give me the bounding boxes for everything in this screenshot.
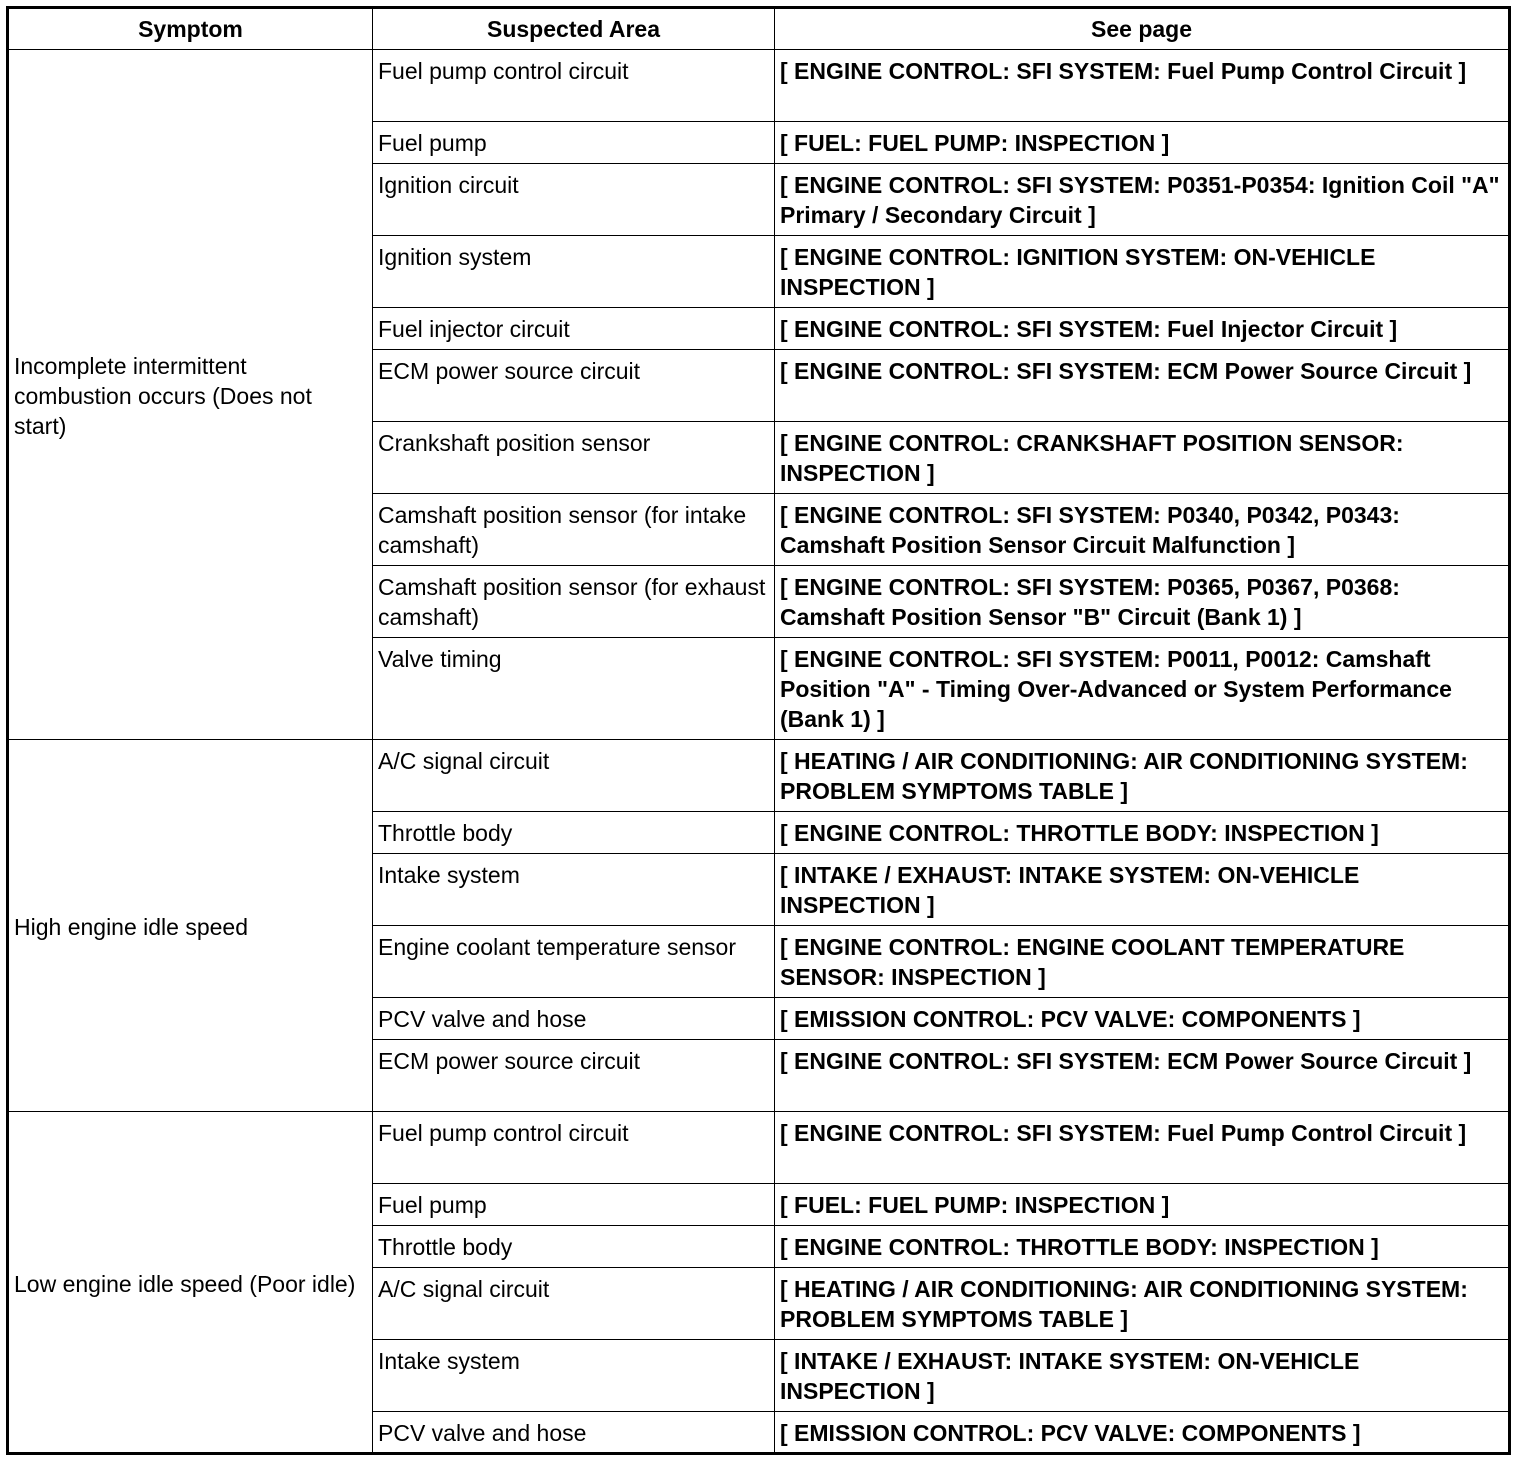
suspected-area-cell: Throttle body bbox=[373, 1226, 775, 1268]
suspected-area-cell: A/C signal circuit bbox=[373, 740, 775, 812]
suspected-area-cell: PCV valve and hose bbox=[373, 1412, 775, 1454]
suspected-area-cell: Fuel injector circuit bbox=[373, 308, 775, 350]
symptom-cell: High engine idle speed bbox=[8, 740, 373, 1112]
suspected-area-cell: A/C signal circuit bbox=[373, 1268, 775, 1340]
see-page-reference: [ ENGINE CONTROL: IGNITION SYSTEM: ON-VEHICLE INSPECTION ] bbox=[775, 236, 1510, 308]
suspected-area-cell: Ignition system bbox=[373, 236, 775, 308]
suspected-area-cell: Ignition circuit bbox=[373, 164, 775, 236]
suspected-area-cell: ECM power source circuit bbox=[373, 1040, 775, 1112]
table-row bbox=[8, 1112, 1510, 1184]
see-page-reference: [ ENGINE CONTROL: SFI SYSTEM: Fuel Pump Control Circuit ] bbox=[775, 1112, 1510, 1184]
suspected-area-cell: Throttle body bbox=[373, 812, 775, 854]
see-page-reference: [ INTAKE / EXHAUST: INTAKE SYSTEM: ON-VEHICLE INSPECTION ] bbox=[775, 1340, 1510, 1412]
see-page-reference: [ ENGINE CONTROL: SFI SYSTEM: Fuel Injector Circuit ] bbox=[775, 308, 1510, 350]
see-page-reference: [ ENGINE CONTROL: SFI SYSTEM: P0365, P0367, P0368: Camshaft Position Sensor "B" Circuit (Bank 1) ] bbox=[775, 566, 1510, 638]
header-symptom: Symptom bbox=[8, 8, 373, 50]
see-page-reference: [ ENGINE CONTROL: SFI SYSTEM: P0011, P0012: Camshaft Position "A" - Timing Over-Advanced or System Performance (Bank 1) ] bbox=[775, 638, 1510, 740]
see-page-reference: [ FUEL: FUEL PUMP: INSPECTION ] bbox=[775, 1184, 1510, 1226]
see-page-reference: [ ENGINE CONTROL: SFI SYSTEM: P0351-P0354: Ignition Coil "A" Primary / Secondary Circuit ] bbox=[775, 164, 1510, 236]
suspected-area-cell: Fuel pump bbox=[373, 122, 775, 164]
see-page-reference: [ ENGINE CONTROL: THROTTLE BODY: INSPECTION ] bbox=[775, 1226, 1510, 1268]
see-page-reference: [ ENGINE CONTROL: THROTTLE BODY: INSPECTION ] bbox=[775, 812, 1510, 854]
suspected-area-cell: Intake system bbox=[373, 1340, 775, 1412]
suspected-area-cell: Fuel pump control circuit bbox=[373, 50, 775, 122]
see-page-reference: [ FUEL: FUEL PUMP: INSPECTION ] bbox=[775, 122, 1510, 164]
problem-symptoms-table bbox=[6, 6, 1511, 1455]
see-page-reference: [ EMISSION CONTROL: PCV VALVE: COMPONENTS ] bbox=[775, 998, 1510, 1040]
see-page-reference: [ ENGINE CONTROL: ENGINE COOLANT TEMPERATURE SENSOR: INSPECTION ] bbox=[775, 926, 1510, 998]
table-row bbox=[8, 50, 1510, 122]
header-row bbox=[8, 8, 1510, 50]
see-page-reference: [ INTAKE / EXHAUST: INTAKE SYSTEM: ON-VEHICLE INSPECTION ] bbox=[775, 854, 1510, 926]
suspected-area-cell: Fuel pump control circuit bbox=[373, 1112, 775, 1184]
suspected-area-cell: Camshaft position sensor (for intake camshaft) bbox=[373, 494, 775, 566]
symptom-cell: Incomplete intermittent combustion occurs (Does not start) bbox=[8, 50, 373, 740]
suspected-area-cell: Intake system bbox=[373, 854, 775, 926]
see-page-reference: [ ENGINE CONTROL: CRANKSHAFT POSITION SENSOR: INSPECTION ] bbox=[775, 422, 1510, 494]
see-page-reference: [ HEATING / AIR CONDITIONING: AIR CONDITIONING SYSTEM: PROBLEM SYMPTOMS TABLE ] bbox=[775, 1268, 1510, 1340]
header-suspected-area: Suspected Area bbox=[373, 8, 775, 50]
table-row bbox=[8, 740, 1510, 812]
see-page-reference: [ ENGINE CONTROL: SFI SYSTEM: ECM Power Source Circuit ] bbox=[775, 1040, 1510, 1112]
see-page-reference: [ ENGINE CONTROL: SFI SYSTEM: ECM Power Source Circuit ] bbox=[775, 350, 1510, 422]
header-see-page: See page bbox=[775, 8, 1510, 50]
suspected-area-cell: Crankshaft position sensor bbox=[373, 422, 775, 494]
suspected-area-cell: PCV valve and hose bbox=[373, 998, 775, 1040]
suspected-area-cell: Engine coolant temperature sensor bbox=[373, 926, 775, 998]
see-page-reference: [ ENGINE CONTROL: SFI SYSTEM: Fuel Pump Control Circuit ] bbox=[775, 50, 1510, 122]
suspected-area-cell: ECM power source circuit bbox=[373, 350, 775, 422]
see-page-reference: [ HEATING / AIR CONDITIONING: AIR CONDITIONING SYSTEM: PROBLEM SYMPTOMS TABLE ] bbox=[775, 740, 1510, 812]
suspected-area-cell: Fuel pump bbox=[373, 1184, 775, 1226]
see-page-reference: [ ENGINE CONTROL: SFI SYSTEM: P0340, P0342, P0343: Camshaft Position Sensor Circuit Malfunction ] bbox=[775, 494, 1510, 566]
table-body bbox=[8, 50, 1510, 1454]
suspected-area-cell: Camshaft position sensor (for exhaust camshaft) bbox=[373, 566, 775, 638]
see-page-reference: [ EMISSION CONTROL: PCV VALVE: COMPONENTS ] bbox=[775, 1412, 1510, 1454]
symptom-cell: Low engine idle speed (Poor idle) bbox=[8, 1112, 373, 1454]
suspected-area-cell: Valve timing bbox=[373, 638, 775, 740]
